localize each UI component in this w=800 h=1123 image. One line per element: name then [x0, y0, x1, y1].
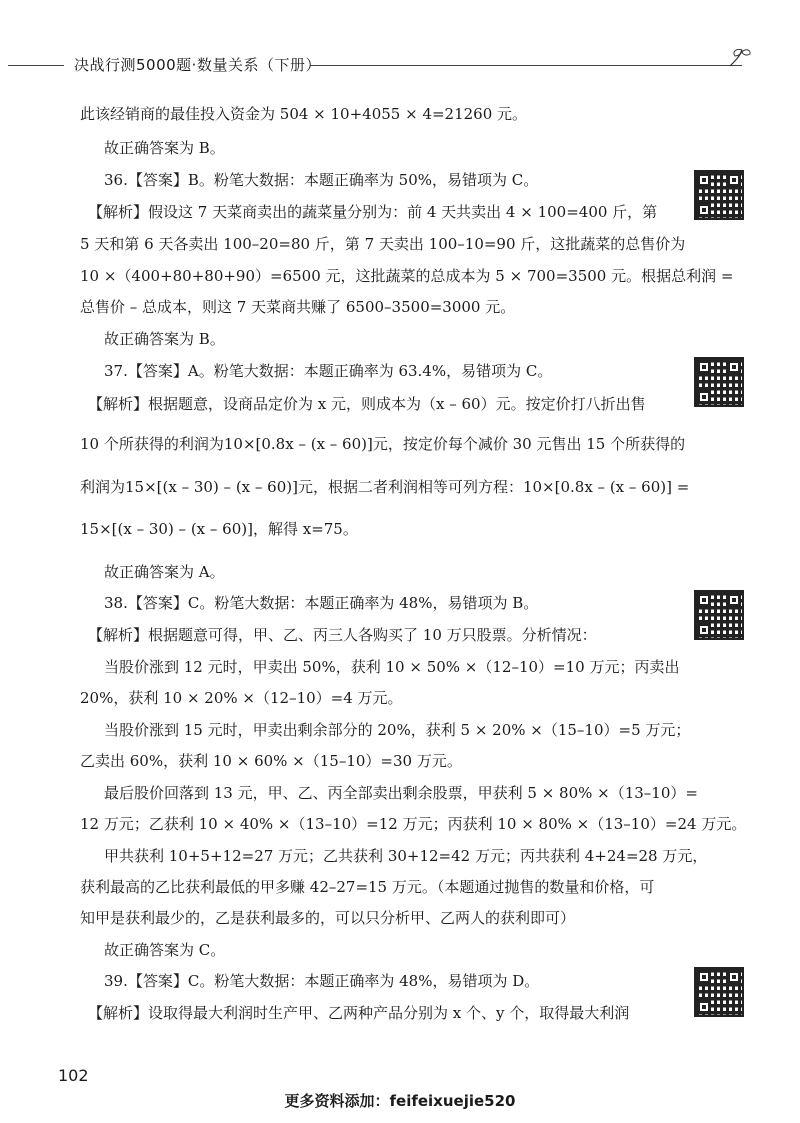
text-line: 5 天和第 6 天各卖出 100–20=80 斤，第 7 天卖出 100–10=90 斤，这批蔬菜的总售价为 [80, 235, 686, 253]
qr-finder [727, 360, 741, 374]
equation-line: 15×[(x – 30) – (x – 60)]，解得 x=75。 [80, 520, 358, 538]
text-line: 知甲是获利最少的，乙是获利最多的，可以只分析甲、乙两人的获利即可） [80, 909, 576, 927]
page-number: 102 [58, 1066, 89, 1085]
qr-finder [697, 360, 711, 374]
text-line: 最后股价回落到 13 元，甲、乙、丙全部卖出剩余股票，甲获利 5 × 80% ×（13–10）= [104, 784, 698, 802]
qr-finder [697, 390, 711, 404]
text-line: 乙卖出 60%，获利 10 × 60% ×（15–10）=30 万元。 [80, 752, 462, 770]
conclusion-line: 故正确答案为 B。 [104, 139, 225, 157]
qr-finder [697, 173, 711, 187]
qr-code-icon[interactable] [694, 170, 744, 220]
analysis-line: 【解析】设取得最大利润时生产甲、乙两种产品分别为 x 个、y 个，取得最大利润 [88, 1004, 630, 1022]
text-line: 12 万元；乙获利 10 × 40% ×（13–10）=12 万元；丙获利 10 × 80% ×（13–10）=24 万元。 [80, 815, 747, 833]
text-line: 当股价涨到 15 元时，甲卖出剩余部分的 20%，获利 5 × 20% ×（15–10）=5 万元； [104, 721, 691, 739]
analysis-line: 【解析】根据题意可得，甲、乙、丙三人各购买了 10 万只股票。分析情况： [88, 626, 597, 644]
conclusion-line: 故正确答案为 C。 [104, 941, 226, 959]
qr-finder [697, 970, 711, 984]
answer-line-36: 36.【答案】B。粉笔大数据：本题正确率为 50%，易错项为 C。 [104, 171, 539, 189]
qr-code-icon[interactable] [694, 967, 744, 1017]
analysis-line: 【解析】根据题意，设商品定价为 x 元，则成本为（x – 60）元。按定价打八折出售 [88, 395, 646, 413]
sprout-icon [726, 46, 752, 70]
qr-finder [697, 203, 711, 217]
qr-finder [697, 593, 711, 607]
text-line: 甲共获利 10+5+12=27 万元；乙共获利 30+12=42 万元；丙共获利 4+24=28 万元， [104, 847, 708, 865]
answer-line-39: 39.【答案】C。粉笔大数据：本题正确率为 48%，易错项为 D。 [104, 972, 540, 990]
text-line: 20%，获利 10 × 20% ×（12–10）=4 万元。 [80, 689, 403, 707]
qr-finder [727, 593, 741, 607]
equation-line: 利润为15×[(x – 30) – (x – 60)]元，根据二者利润相等可列方程：10×[0.8x – (x – 60)] = [80, 478, 690, 496]
header-rule-right [310, 65, 742, 66]
text-line: 此该经销商的最佳投入资金为 504 × 10+4055 × 4=21260 元。 [80, 105, 528, 123]
text-line: 获利最高的乙比获利最低的甲多赚 42–27=15 万元。（本题通过抛售的数量和价格，可 [80, 878, 655, 896]
qr-finder [727, 173, 741, 187]
qr-finder [697, 1000, 711, 1014]
text-line: 总售价 – 总成本，则这 7 天菜商共赚了 6500–3500=3000 元。 [80, 298, 516, 316]
text-line: 当股价涨到 12 元时，甲卖出 50%，获利 10 × 50% ×（12–10）=10 万元；丙卖出 [104, 658, 680, 676]
analysis-line: 【解析】假设这 7 天菜商卖出的蔬菜量分别为：前 4 天共卖出 4 × 100=400 斤，第 [88, 203, 658, 221]
running-header [0, 52, 800, 76]
text-line: 10 ×（400+80+80+90）=6500 元，这批蔬菜的总成本为 5 × 700=3500 元。根据总利润 = [80, 267, 734, 285]
answer-line-38: 38.【答案】C。粉笔大数据：本题正确率为 48%，易错项为 B。 [104, 594, 539, 612]
qr-code-icon[interactable] [694, 590, 744, 640]
qr-finder [697, 623, 711, 637]
qr-code-icon[interactable] [694, 357, 744, 407]
equation-line: 10 个所获得的利润为10×[0.8x – (x – 60)]元，按定价每个减价 30 元售出 15 个所获得的 [80, 435, 686, 453]
qr-finder [727, 970, 741, 984]
answer-line-37: 37.【答案】A。粉笔大数据：本题正确率为 63.4%，易错项为 C。 [104, 362, 553, 380]
header-rule-left [8, 65, 64, 66]
conclusion-line: 故正确答案为 B。 [104, 330, 225, 348]
header-title: 决战行测5000题·数量关系（下册） [74, 56, 321, 74]
conclusion-line: 故正确答案为 A。 [104, 563, 225, 581]
footer-note: 更多资料添加：feifeixuejie520 [284, 1092, 516, 1110]
